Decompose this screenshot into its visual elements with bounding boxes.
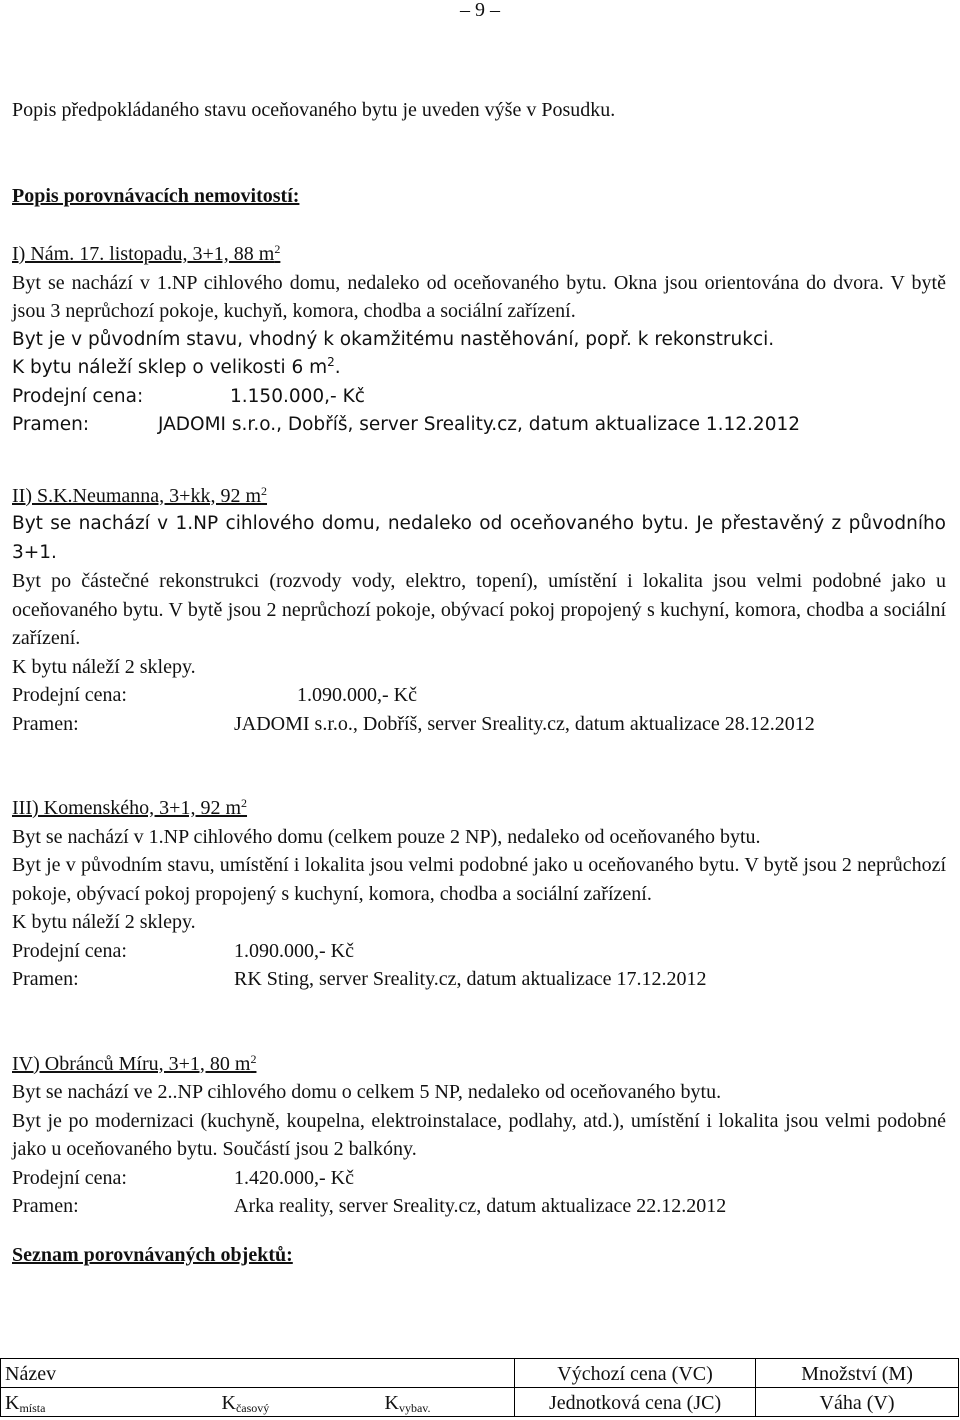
section-title: Popis porovnávacích nemovitostí: — [12, 184, 300, 207]
table-header-name: Název — [1, 1359, 515, 1388]
item-source — [12, 411, 946, 440]
item-price — [12, 937, 946, 966]
table-header-k-place: $K_{místa}$ — [1, 1388, 218, 1417]
item-source — [12, 710, 946, 739]
price-value: 1.150.000,- Kč — [230, 385, 365, 407]
item-condition: Byt je v původním stavu, umístění i lokalita jsou velmi podobné jako u oceňovaného bytu. V bytě jsou 2 neprůchozí pokoje, obývací pokoj propojený s kuchyní, komora, chodba a sociální zařízení. — [12, 854, 946, 905]
item-condition: Byt je po modernizaci (kuchyně, koupelna, elektroinstalace, podlahy, atd.), umístění i lokalita jsou velmi podobné jako u oceňovaného bytu. Součástí jsou 2 balkóny. — [12, 1109, 946, 1160]
source-value: JADOMI s.r.o., Dobříš, server Sreality.cz, datum aktualizace 28.12.2012 — [234, 712, 815, 735]
comparison-table — [0, 1358, 959, 1417]
table-row — [1, 1359, 959, 1388]
comparable-item-2 — [12, 482, 946, 739]
table-header-k-equip: $K_{vybav.}$ — [381, 1388, 515, 1417]
item-source — [12, 965, 946, 994]
item-description: Byt se nachází v 1.NP cihlového domu (celkem pouze 2 NP), nedaleko od oceňovaného bytu. — [12, 825, 761, 848]
list-title: Seznam porovnávaných objektů: — [12, 1243, 293, 1266]
item-cellar: K bytu náleží 2 sklepy. — [12, 911, 196, 933]
comparable-item-4 — [12, 1050, 946, 1221]
item-description: Byt se nachází ve 2..NP cihlového domu o celkem 5 NP, nedaleko od oceňovaného bytu. — [12, 1081, 722, 1103]
item-price — [12, 1164, 946, 1193]
item-heading: I) Nám. 17. listopadu, 3+1, 88 $m^2$ — [12, 242, 281, 265]
item-heading: III) Komenského, 3+1, 92 $m^2$ — [12, 796, 248, 819]
intro-paragraph: Popis předpokládaného stavu oceňovaného bytu je uveden výše v Posudku. — [12, 99, 616, 121]
comparable-item-3 — [12, 794, 946, 994]
price-label: Prodejní cena: — [12, 684, 127, 706]
price-value: 1.090.000,- Kč — [297, 684, 417, 706]
table-header-k-time: $K_{časový}$ — [218, 1388, 381, 1417]
table-header-vc: Výchozí cena (VC) — [515, 1359, 756, 1388]
source-value: JADOMI s.r.o., Dobříš, server Sreality.cz, datum aktualizace 1.12.2012 — [158, 414, 800, 435]
item-description: Byt se nachází v 1.NP cihlového domu, nedaleko od oceňovaného bytu. Okna jsou orientována do dvora. V bytě jsou 3 neprůchozí pokoje, kuchyň, komora, chodba a sociální zařízení. — [12, 271, 946, 322]
table-header-jc: Jednotková cena (JC) — [515, 1388, 756, 1417]
item-condition: Byt je v původním stavu, vhodný k okamžitému nastěhování, popř. k rekonstrukci. — [12, 328, 775, 350]
item-description: Byt se nachází v 1.NP cihlového domu, nedaleko od oceňovaného bytu. Je přestavěný z původního 3+1. — [12, 513, 946, 563]
source-label: Pramen: — [12, 968, 79, 990]
page-number: – 9 – — [460, 0, 500, 21]
item-cellar: K bytu náleží 2 sklepy. — [12, 655, 196, 678]
table-header-weight: Váha (V) — [756, 1388, 959, 1417]
price-label: Prodejní cena: — [12, 385, 144, 407]
source-label: Pramen: — [12, 414, 90, 435]
source-value: RK Sting, server Sreality.cz, datum aktualizace 17.12.2012 — [234, 968, 707, 990]
item-price — [12, 681, 946, 710]
table-row — [1, 1388, 959, 1417]
table-header-quantity: Množství (M) — [756, 1359, 959, 1388]
price-label: Prodejní cena: — [12, 939, 127, 962]
source-label: Pramen: — [12, 1195, 79, 1217]
document-body — [12, 96, 946, 1269]
price-label: Prodejní cena: — [12, 1166, 127, 1189]
source-label: Pramen: — [12, 712, 79, 735]
item-source — [12, 1192, 946, 1221]
item-condition: Byt po částečné rekonstrukci (rozvody vody, elektro, topení), umístění i lokalita jsou velmi podobné jako u oceňovaného bytu. V bytě jsou 2 neprůchozí pokoje, obývací pokoj propojený s kuchyní, komora, chodba a sociální zařízení. — [12, 570, 946, 649]
item-heading: II) S.K.Neumanna, 3+kk, 92 $m^2$ — [12, 483, 268, 507]
price-value: 1.090.000,- Kč — [234, 939, 354, 962]
item-cellar: K bytu náleží sklep o velikosti 6 $m^2$. — [12, 355, 341, 378]
item-price — [12, 383, 946, 412]
source-value: Arka reality, server Sreality.cz, datum aktualizace 22.12.2012 — [234, 1195, 727, 1217]
comparable-item-1 — [12, 240, 946, 440]
price-value: 1.420.000,- Kč — [234, 1166, 354, 1189]
item-heading: IV) Obránců Míru, 3+1, 80 $m^2$ — [12, 1051, 257, 1075]
